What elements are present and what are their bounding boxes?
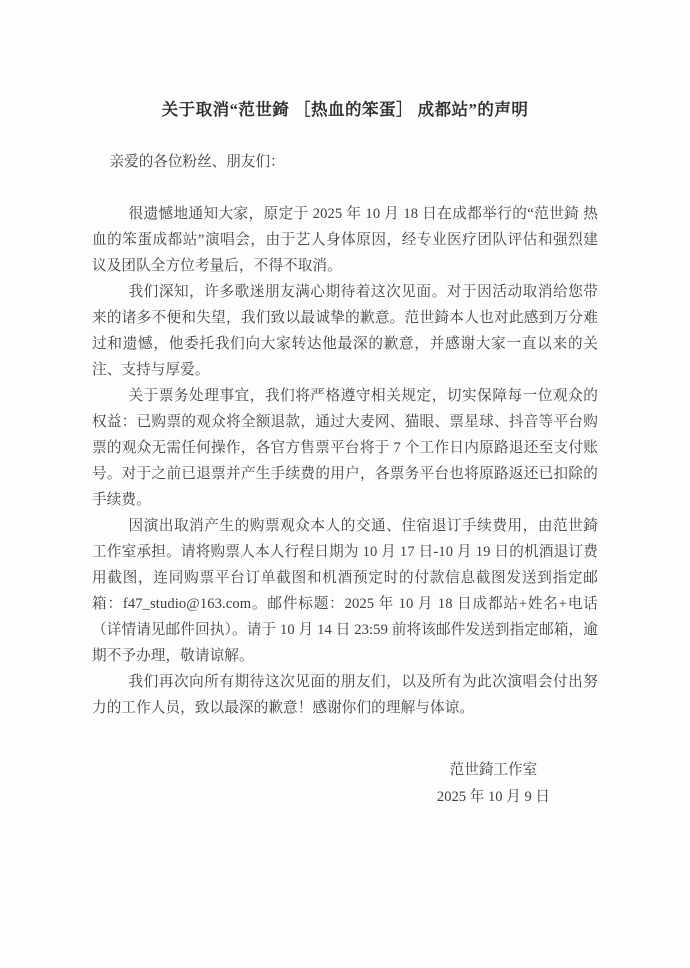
signature-name: 范世錡工作室 xyxy=(449,762,538,778)
paragraph-apology: 我们深知，许多歌迷朋友满心期待着这次见面。对于因活动取消给您带来的诸多不便和失望，我们致以最诚挚的歉意。范世錡本人也对此感到万分难过和遗憾，他委托我们向大家转达他最深的歉意，并感谢大家一直以来的关注、支持与厚爱。 xyxy=(92,284,598,378)
greeting-line: 亲爱的各位粉丝、朋友们： xyxy=(109,154,285,170)
paragraph-travel-reimbursement: 因演出取消产生的购票观众本人的交通、住宿退订手续费用，由范世錡工作室承担。请将购票人本人行程日期为 10 月 17 日-10 月 19 日的机酒退订费用截图，连同购票平台订单截图和机酒预定时的付款信息截图发送到指定邮箱：f47_studio@163.com。邮件标题：2025 年 10 月 18 日成都站+姓名+电话（详情请见邮件回执）。请于 10 月 14 日 23:59 前将该邮件发送到指定邮箱，逾期不予办理，敬请谅解。 xyxy=(92,518,598,664)
paragraph-closing-thanks: 我们再次向所有期待这次见面的朋友们，以及所有为此次演唱会付出努力的工作人员，致以最深的歉意！感谢你们的理解与体谅。 xyxy=(92,674,598,716)
document-title: 关于取消“范世錡 ［热血的笨蛋］ 成都站”的声明 xyxy=(161,100,529,119)
signature-block xyxy=(437,757,550,811)
paragraph-cancellation-notice: 很遗憾地通知大家，原定于 2025 年 10 月 18 日在成都举行的“范世錡 热血的笨蛋成都站”演唱会，由于艺人身体原因，经专业医疗团队评估和强烈建议及团队全方位考量后，不得不取消。 xyxy=(92,206,598,274)
signature-date: 2025 年 10 月 9 日 xyxy=(436,789,550,805)
paragraph-ticket-refund: 关于票务处理事宜，我们将严格遵守相关规定，切实保障每一位观众的权益：已购票的观众将全额退款，通过大麦网、猫眼、票星球、抖音等平台购票的观众无需任何操作，各官方售票平台将于 7 个工作日内原路退还至支付账号。对于之前已退票并产生手续费的用户，各票务平台也将原路返还已扣除的手续费。 xyxy=(92,388,598,508)
